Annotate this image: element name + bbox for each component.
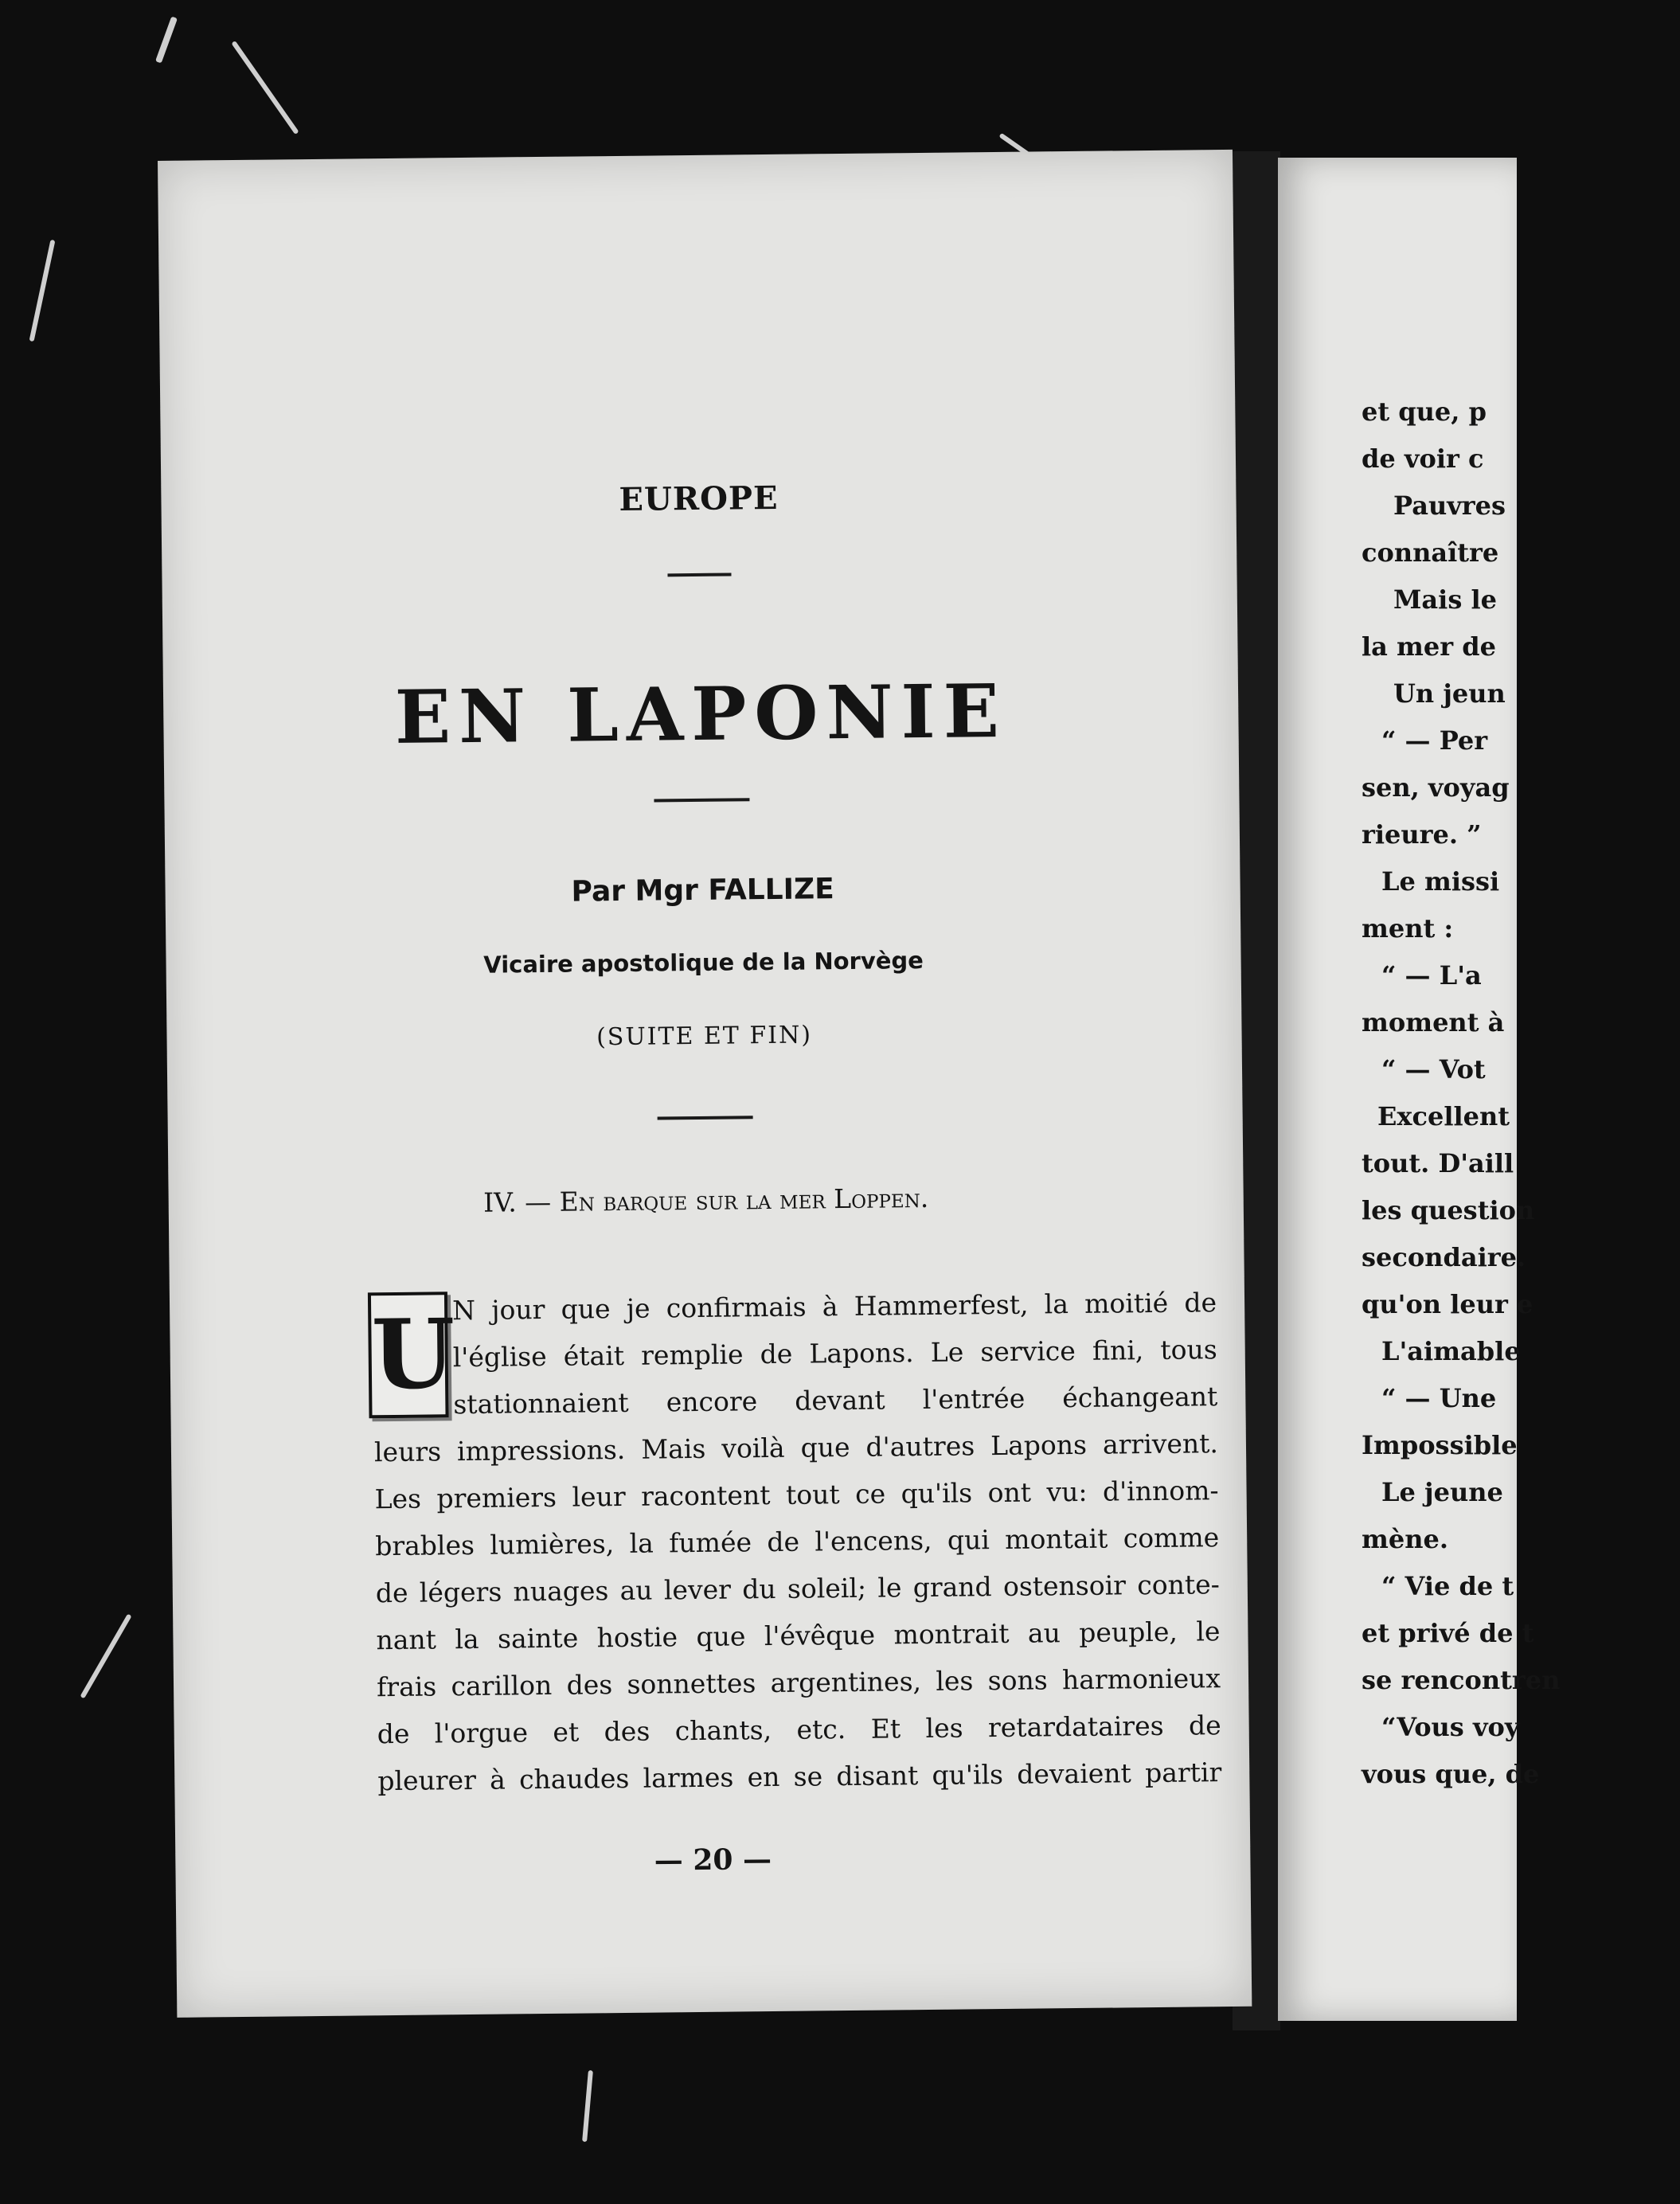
text-line: “ Vie de t [1381,1571,1514,1601]
text-line: se rencontren [1362,1665,1561,1695]
subtitle: (SUITE ET FIN) [596,1021,813,1052]
text-line: ment : [1362,913,1454,944]
right-page [1278,158,1561,2021]
text-line: “Vous voy [1381,1712,1520,1742]
text-line: N jour que je confirmais à Hammerfest, la moitié de [451,1287,1217,1327]
text-line: “ — Vot [1381,1054,1486,1084]
text-line: qu'on leur e [1362,1289,1533,1319]
text-line: “ — Per [1381,725,1488,756]
text-line: et que, p [1362,397,1487,427]
text-line: L'aimable [1381,1336,1521,1366]
page-number: — 20 — [654,1843,772,1878]
text-line: frais carillon des sonnettes argentines, les sons harmonieux [376,1663,1221,1703]
article-title: EN LAPONIE [394,667,1008,760]
divider-rule [658,1116,753,1120]
text-line: connaître [1362,537,1499,568]
text-line: “ — Une [1381,1383,1497,1413]
body-text [370,1279,1222,1804]
text-line: de voir c [1362,444,1484,474]
text-line: “ — L'a [1381,960,1482,991]
author-role: Vicaire apostolique de la Norvège [483,946,924,979]
text-line: Mais le [1393,584,1497,615]
text-line: Impossible [1362,1430,1518,1460]
text-line: secondaire. [1362,1242,1526,1272]
text-line: stationnaient encore devant l'entrée échangeant [453,1381,1218,1420]
text-line: nant la sainte hostie que l'évêque montrait au peuple, le [376,1616,1221,1656]
text-line: sen, voyag [1362,772,1510,803]
text-line: vous que, de [1362,1759,1540,1789]
text-line: pleurer à chaudes larmes en se disant qu'ils devaient partir [377,1757,1222,1797]
author-line: Par Mgr FALLIZE [571,873,834,909]
text-line: mène. [1362,1524,1448,1554]
text-line: Un jeun [1393,678,1506,709]
text-line: moment à [1362,1007,1505,1038]
drop-cap: U [368,1292,449,1418]
text-line: Excellent [1377,1101,1510,1131]
section-heading: EUROPE [619,479,779,518]
divider-rule [667,572,731,576]
text-line: leurs impressions. Mais voilà que d'autres Lapons arrivent. [373,1428,1219,1468]
text-line: tout. D'aill [1362,1148,1514,1178]
text-line: les question [1362,1195,1535,1225]
text-line: et privé de t [1362,1618,1534,1648]
text-line: Le jeune [1381,1477,1503,1507]
text-line: de l'orgue et des chants, etc. Et les retardataires de [377,1710,1221,1750]
text-line: l'église était remplie de Lapons. Le service fini, tous [452,1334,1217,1374]
right-page-text [1362,389,1680,1798]
text-line: brables lumières, la fumée de l'encens, qui montait comme [375,1522,1220,1562]
left-page [158,150,1252,2018]
text-line: Les premiers leur racontent tout ce qu'ils ont vu: d'innom- [374,1475,1219,1515]
chapter-heading: IV. — En barque sur la mer Loppen. [483,1182,929,1218]
text-line: de légers nuages au lever du soleil; le grand ostensoir conte- [375,1569,1220,1609]
divider-rule [654,798,749,802]
text-line: rieure. ” [1362,819,1482,850]
text-line: la mer de [1362,631,1496,662]
text-line: Le missi [1381,866,1500,897]
text-line: Pauvres [1393,490,1506,521]
